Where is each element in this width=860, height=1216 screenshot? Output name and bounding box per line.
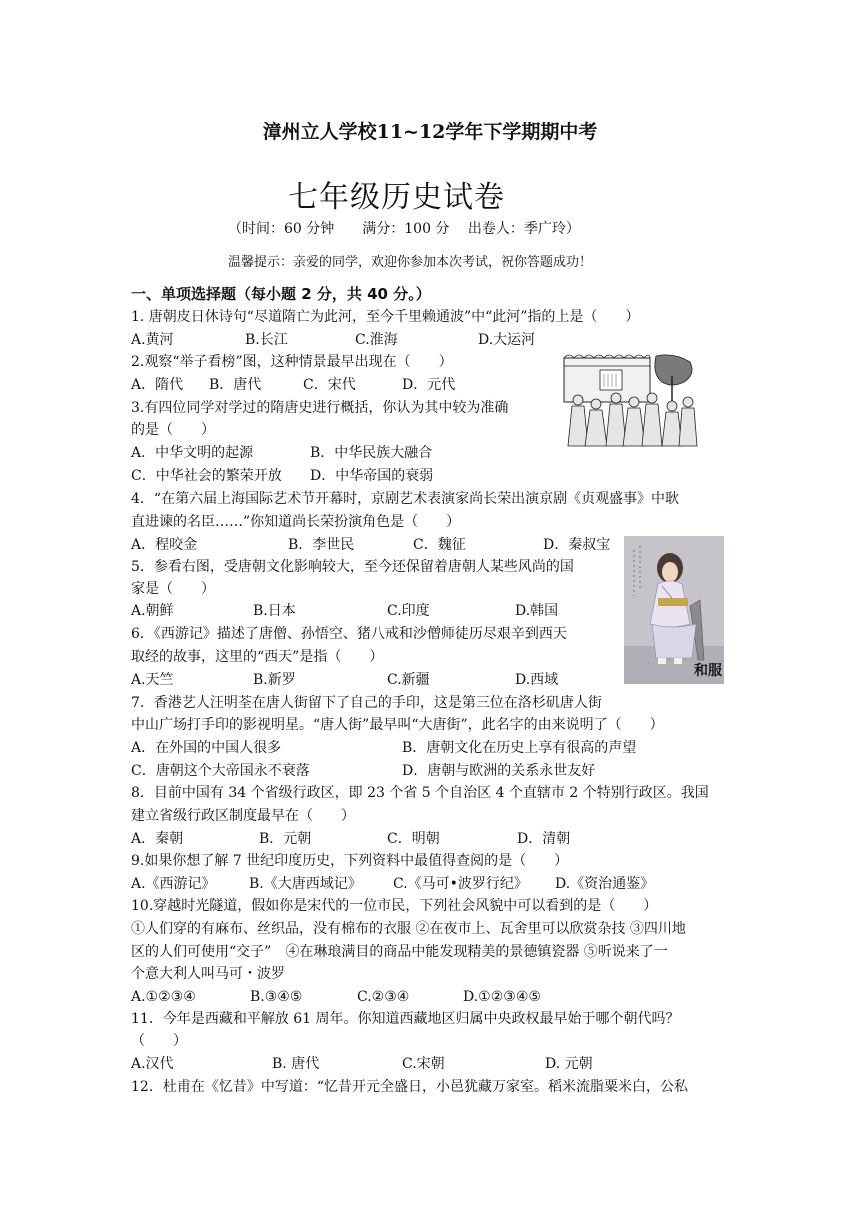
question-5-option-d: D.韩国 [515,603,559,619]
question-9-option-c: C.《马可•波罗行纪》 [393,876,528,892]
question-4-stem-line2: 直进谏的名臣……”你知道尚长荣扮演角色是（ ） [131,514,461,530]
question-3-option-d: D．中华帝国的衰弱 [310,468,434,484]
scholars-viewing-list-drawing [560,352,700,452]
question-4-option-b: B．李世民 [288,537,355,553]
question-6-option-a: A.天竺 [131,672,174,688]
question-2-option-d: D．元代 [402,377,456,393]
question-7-option-b: B．唐朝文化在历史上享有很高的声望 [402,740,637,756]
question-5-option-a: A.朝鲜 [131,603,174,619]
question-1-option-c: C.淮海 [355,332,398,348]
question-1-option-d: D.大运河 [478,332,536,348]
question-7-option-a: A．在外国的中国人很多 [131,740,282,756]
question-5-stem-line2: 家是（ ） [131,581,215,597]
question-9-option-a: A.《西游记》 [131,876,216,892]
question-9-option-b: B.《大唐西域记》 [249,876,362,892]
question-11-stem-line2: （ ） [131,1033,187,1049]
question-4-option-d: D．秦叔宝 [543,537,611,553]
question-8-stem-line1: 8．目前中国有 34 个省级行政区，即 23 个省 5 个自治区 4 个直辖市 2 个特别行政区。我国 [131,785,709,801]
question-10-stem: 10.穿越时光隧道，假如你是宋代的一位市民，下列社会风貌中可以看到的是（ ） [131,898,658,914]
question-11-option-b: B. 唐代 [272,1056,320,1072]
question-3-option-c: C．中华社会的繁荣开放 [131,468,282,484]
question-2-option-a: A．隋代 [131,377,184,393]
question-1-stem: 1. 唐朝皮日休诗句“尽道隋亡为此河，至今千里赖通波”中“此河”指的上是（ ） [131,309,640,325]
question-8-option-a: A．秦朝 [131,831,184,847]
question-5-option-c: C.印度 [387,603,430,619]
question-3-stem-line2: 的是（ ） [131,422,215,438]
question-3-option-a: A．中华文明的起源 [131,445,254,461]
question-7-option-c: C．唐朝这个大帝国永不衰落 [131,763,310,779]
question-9-option-d: D.《资治通鉴》 [555,876,655,892]
section-heading: 一、单项选择题（每小题 2 分，共 40 分。） [131,285,431,303]
question-11-option-a: A.汉代 [131,1056,174,1072]
question-4-option-c: C．魏征 [413,537,466,553]
question-5-option-b: B.日本 [253,603,296,619]
question-7-stem-line1: 7．香港艺人汪明荃在唐人街留下了自己的手印，这是第三位在洛杉矶唐人街 [131,695,602,711]
question-2-option-b: B．唐代 [209,377,262,393]
question-2-option-c: C．宋代 [303,377,356,393]
question-9-stem: 9.如果你想了解 7 世纪印度历史，下列资料中最值得查阅的是（ ） [131,853,569,869]
school-title: 漳州立人学校11~12学年下学期期中考 [262,121,598,143]
question-10-line2: 区的人们可使用“交子” ④在琳琅满目的商品中能发现精美的景德镇瓷器 ⑤听说来了一 [131,944,668,960]
question-11-stem-line1: 11．今年是西藏和平解放 61 周年。你知道西藏地区归属中央政权最早始于哪个朝代吗？ [131,1011,680,1027]
question-10-line1: ①人们穿的有麻布、丝织品，没有棉布的衣服 ②在夜市上、瓦舍里可以欣赏杂技 ③四川地 [131,921,686,937]
question-3-stem-line1: 3.有四位同学对学过的隋唐史进行概括，你认为其中较为准确 [131,400,509,416]
question-11-option-d: D. 元朝 [545,1056,593,1072]
question-6-stem-line2: 取经的故事，这里的“西天”是指（ ） [131,649,384,665]
question-7-stem-line2: 中山广场打手印的影视明星。“唐人街”最早叫“大唐街”，此名字的由来说明了（ ） [131,717,664,733]
question-8-option-c: C．明朝 [387,831,440,847]
question-6-stem-line1: 6．《西游记》描述了唐僧、孙悟空、猪八戒和沙僧师徒历尽艰辛到西天 [131,626,567,642]
question-10-option-a: A.①②③④ [131,989,196,1005]
question-10-option-c: C.②③④ [357,989,410,1005]
question-10-option-d: D.①②③④⑤ [463,989,541,1005]
question-11-option-c: C.宋朝 [402,1056,445,1072]
question-10-line3: 个意大利人叫马可・波罗 [131,966,285,982]
question-12-stem: 12．杜甫在《忆昔》中写道：“忆昔开元全盛日，小邑犹藏万家室。稻米流脂粟米白，公私 [131,1079,688,1095]
question-6-option-d: D.西域 [515,672,559,688]
question-6-option-b: B.新罗 [253,672,296,688]
question-8-option-d: D．清朝 [517,831,571,847]
kimono-caption: 和服 [694,663,722,679]
question-1-option-a: A.黄河 [131,332,174,348]
question-4-option-a: A．程咬金 [131,537,198,553]
exam-meta: （时间：60 分钟 满分：100 分 出卷人：季广玲） [228,221,580,237]
exam-results-illustration [560,352,700,452]
exam-tip: 温馨提示：亲爱的同学，欢迎你参加本次考试，祝你答题成功！ [228,255,593,270]
question-10-option-b: B.③④⑤ [250,989,303,1005]
question-4-stem-line1: 4．“在第六届上海国际艺术节开幕时，京剧艺术表演家尚长荣出演京剧《贞观盛事》中耿 [131,491,680,507]
question-7-option-d: D．唐朝与欧洲的关系永世友好 [402,763,596,779]
question-3-option-b: B．中华民族大融合 [310,445,433,461]
question-1-option-b: B.长江 [245,332,288,348]
question-8-option-b: B．元朝 [259,831,312,847]
exam-title: 七年级历史试卷 [288,180,505,215]
question-6-option-c: C.新疆 [387,672,430,688]
question-2-stem: 2.观察“举子看榜”图，这种情景最早出现在（ ） [131,354,453,370]
question-8-stem-line2: 建立省级行政区制度最早在（ ） [131,808,355,824]
question-5-stem-line1: 5．参看右图，受唐朝文化影响较大，至今还保留着唐朝人某些风尚的国 [131,559,574,575]
kimono-photo [624,536,724,684]
